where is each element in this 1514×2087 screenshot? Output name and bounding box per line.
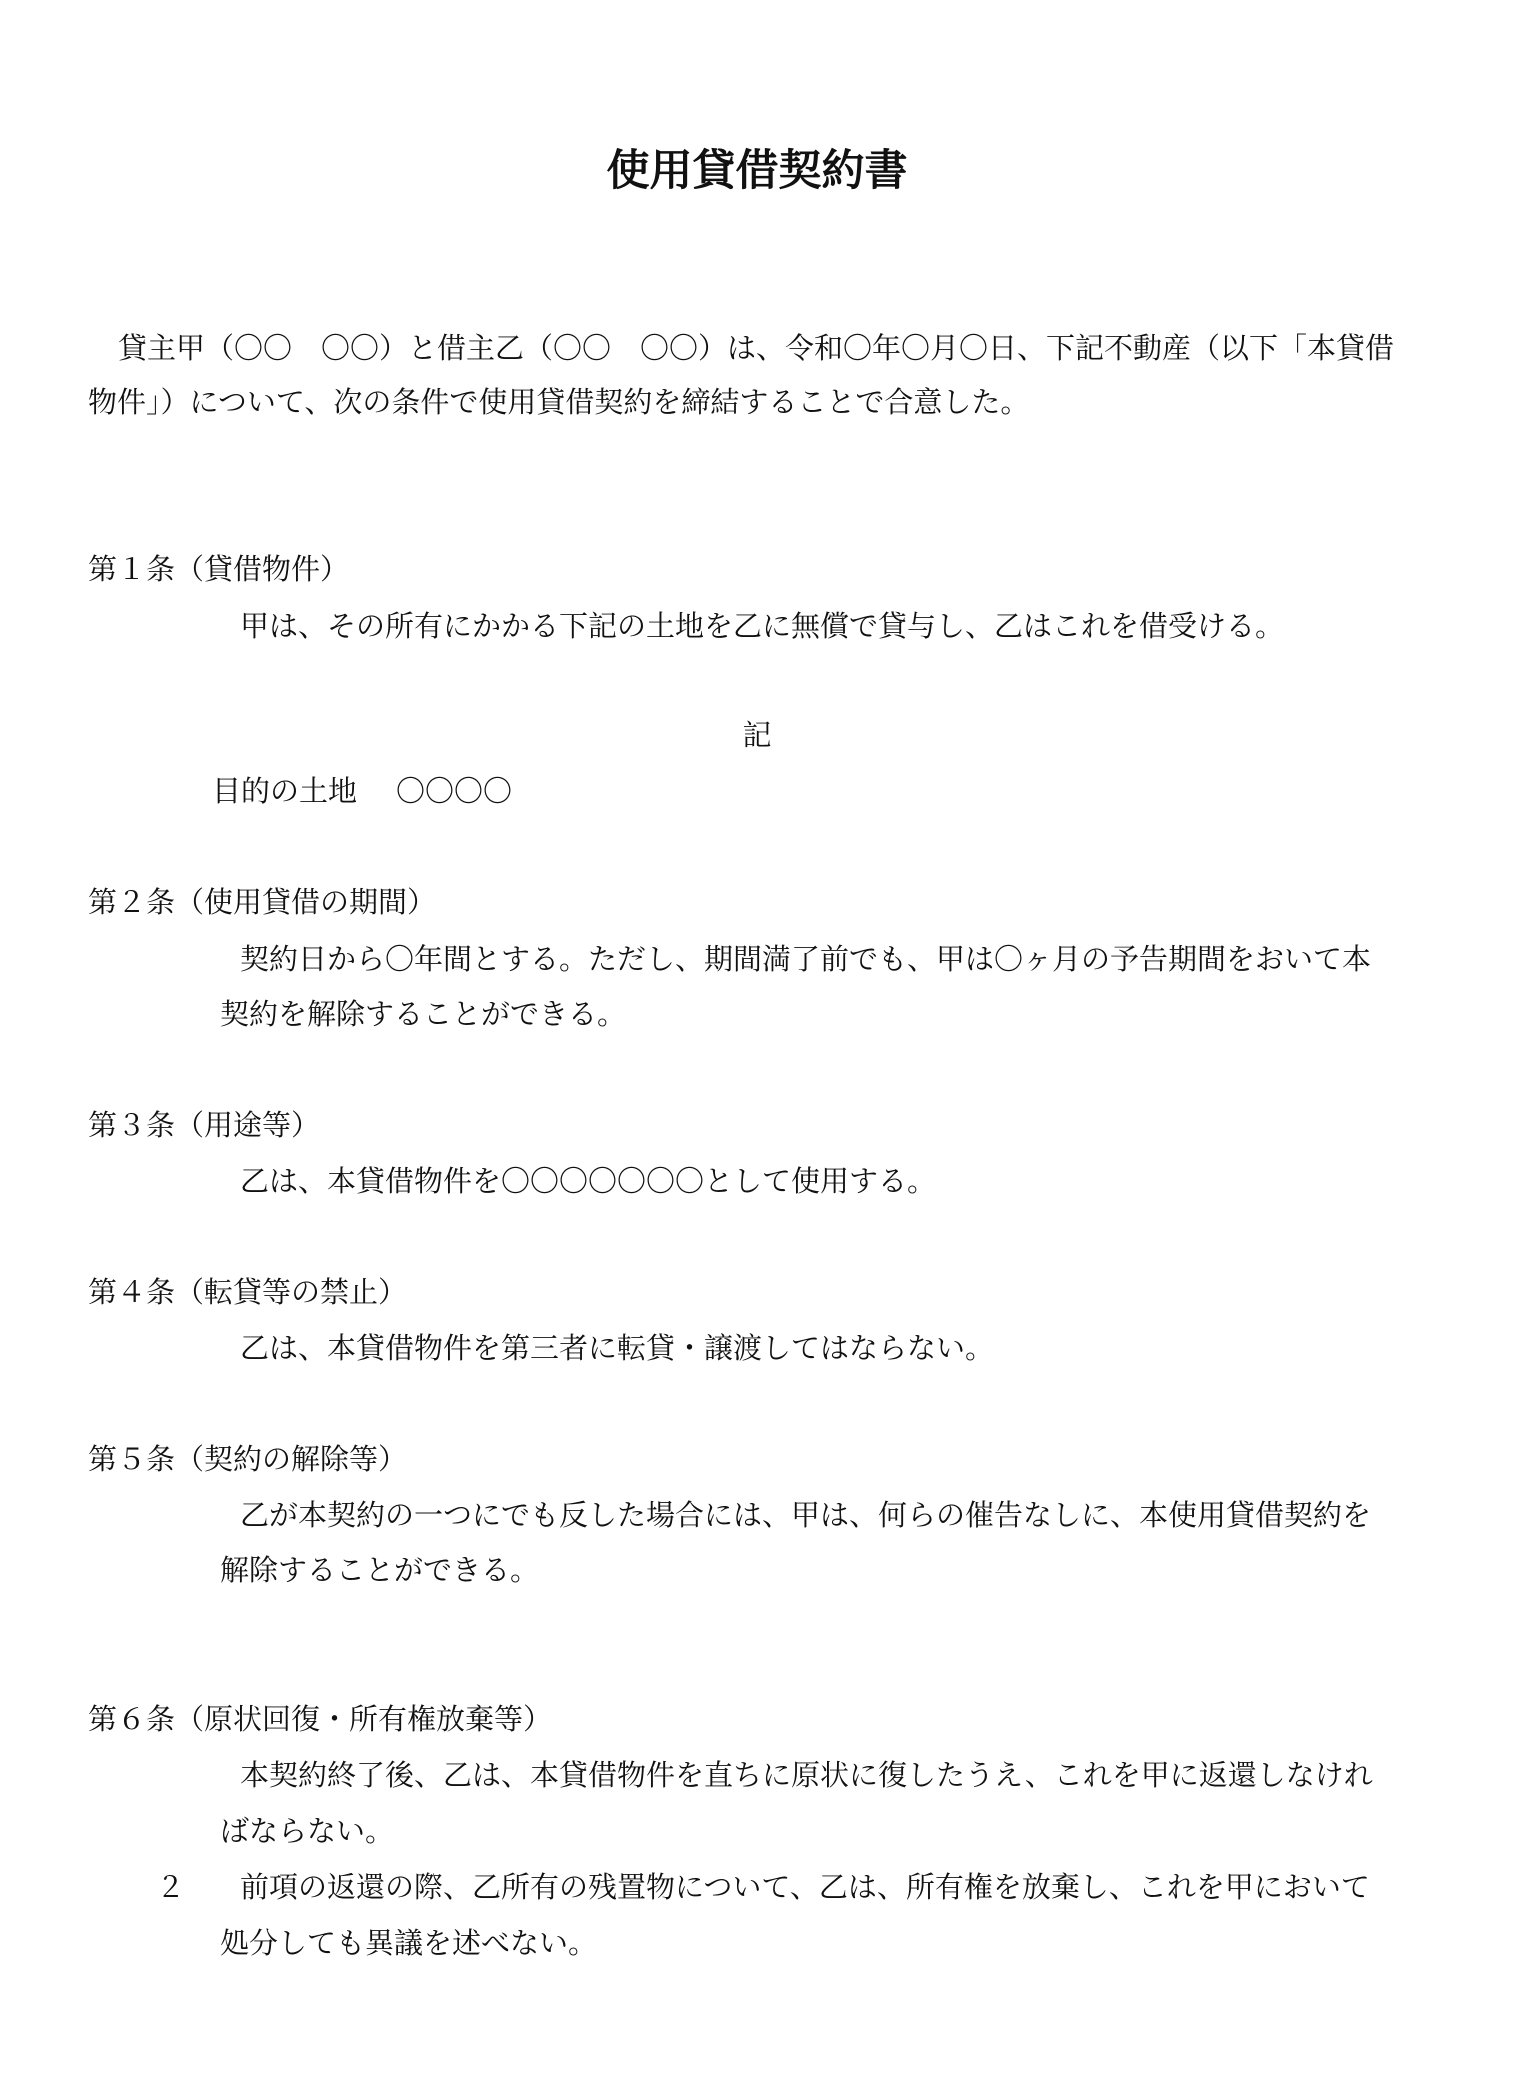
article-3-body: 乙は、本貸借物件を〇〇〇〇〇〇〇として使用する。 [240, 1164, 937, 1198]
article-6-p1-line-1: 本契約終了後、乙は、本貸借物件を直ちに原状に復したうえ、これを甲に返還しなけれ [240, 1758, 1373, 1792]
ki-label: 記 [742, 718, 772, 752]
article-5-heading: 第５条（契約の解除等） [88, 1442, 408, 1476]
article-5-line-1: 乙が本契約の一つにでも反した場合には、甲は、何らの催告なしに、本使用貸借契約を [240, 1498, 1372, 1532]
article-2-heading: 第２条（使用貸借の期間） [88, 885, 437, 919]
intro-line-2: 物件」）について、次の条件で使用貸借契約を締結することで合意した。 [88, 385, 1030, 419]
article-6-paragraph-number: ２ [156, 1870, 186, 1904]
intro-line-1: 貸主甲（〇〇 〇〇）と借主乙（〇〇 〇〇）は、令和〇年〇月〇日、下記不動産（以下「本貸借 [118, 331, 1395, 365]
article-1-heading: 第１条（貸借物件） [88, 552, 350, 586]
article-2-line-1: 契約日から〇年間とする。ただし、期間満了前でも、甲は〇ヶ月の予告期間をおいて本 [240, 942, 1372, 976]
article-6-p1-line-2: ばならない。 [220, 1814, 395, 1848]
article-2-line-2: 契約を解除することができる。 [220, 997, 627, 1031]
article-6-heading: 第６条（原状回復・所有権放棄等） [88, 1702, 553, 1736]
land-value: 〇〇〇〇 [396, 774, 513, 808]
document-title: 使用貸借契約書 [606, 146, 908, 196]
article-5-line-2: 解除することができる。 [220, 1553, 540, 1587]
article-6-p2-line-1: 前項の返還の際、乙所有の残置物について、乙は、所有権を放棄し、これを甲において [240, 1870, 1370, 1904]
article-1-body: 甲は、その所有にかかる下記の土地を乙に無償で貸与し、乙はこれを借受ける。 [240, 609, 1285, 643]
article-4-body: 乙は、本貸借物件を第三者に転貸・譲渡してはならない。 [240, 1331, 995, 1365]
article-6-p2-line-2: 処分しても異議を述べない。 [220, 1926, 598, 1960]
article-3-heading: 第３条（用途等） [88, 1108, 321, 1142]
land-label: 目的の土地 [212, 774, 358, 808]
article-4-heading: 第４条（転貸等の禁止） [88, 1275, 408, 1309]
